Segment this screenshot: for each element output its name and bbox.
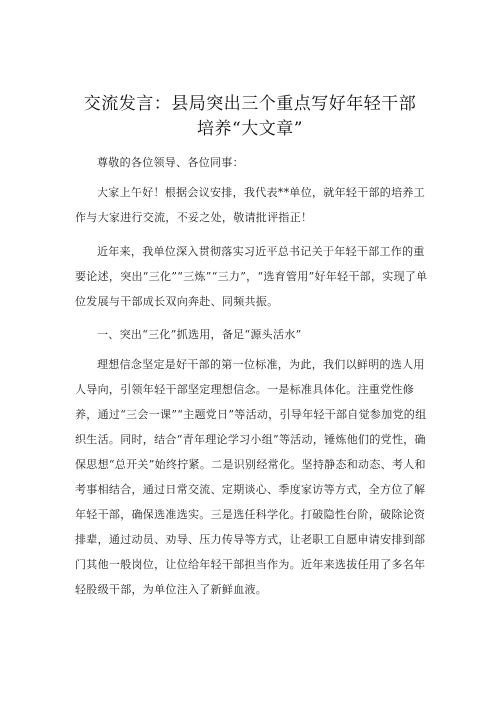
paragraph-opening: 大家上午好！根据会议安排，我代表**单位，就年轻干部的培养工作与大家进行交流，不妥之处，敬请批评指正！ (75, 186, 425, 224)
salutation: 尊敬的各位领导、各位同事： (97, 156, 244, 169)
document-title-line-2: 培养“大文章” (197, 119, 303, 139)
paragraph-overview: 近年来，我单位深入贯彻落实习近平总书记关于年轻干部工作的重要论述，突出“三化”“三炼”“三力”，“选育管用”好年轻干部，实现了单位发展与干部成长双向奔赴、同频共振。 (75, 245, 428, 308)
paragraph-section-1: 理想信念坚定是好干部的第一位标准，为此，我们以鲜明的选人用人导向，引领年轻干部坚定理想信念。一是标准具体化。注重党性修养，通过“三会一课”“主题党日”等活动，引导年轻干部自觉参加党的组织生活。同时，结合“青年理论学习小组”等活动，锤炼他们的党性，确保思想“总开关”始终拧紧。二是识别经常化。坚持静态和动态、考人和考事相结合，通过日常交流、定期谈心、季度家访等方式，全方位了解年轻干部，确保选准选实。三是选任科学化。打破隐性台阶，破除论资排辈，通过动员、劝导、压力传导等方式，让老职工自愿申请安排到部门其他一般岗位，让位给年轻干部担当作为。近年来选拔任用了多名年轻股级干部，为单位注入了新鲜血液。 (75, 358, 427, 596)
section-heading-1: 一、突出“三化”抓选用，备足“源头活水” (97, 328, 302, 341)
document-title-line-1: 交流发言：县局突出三个重点写好年轻干部 (83, 94, 417, 114)
